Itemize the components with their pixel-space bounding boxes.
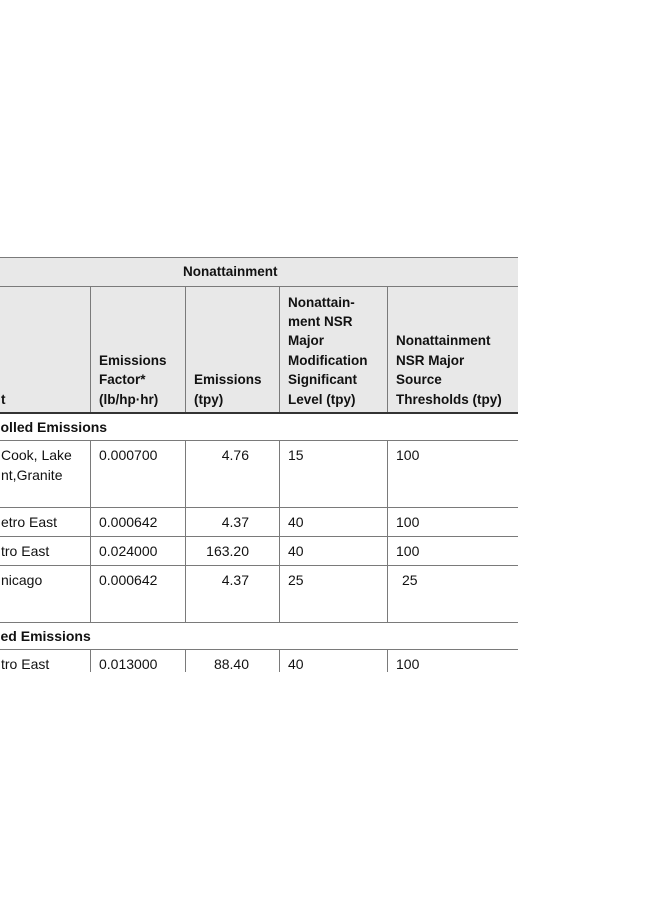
section-label: olled Emissions	[0, 413, 518, 441]
significant-cell: 15	[280, 441, 388, 508]
area-cell: nicago	[0, 566, 91, 623]
area-cell: Cook, Lake nt,Granite	[0, 441, 91, 508]
factor-cell: 0.000642	[91, 566, 186, 623]
factor-cell: 0.013000	[91, 650, 186, 673]
col-header-source-thresholds: Nonattainment NSR Major Source Thresholds (tpy)	[388, 287, 519, 414]
area-cell: etro East	[0, 508, 91, 537]
col-header-emissions: Emissions (tpy)	[186, 287, 280, 414]
emissions-cell: 88.40	[186, 650, 280, 673]
emissions-cell: 4.76	[186, 441, 280, 508]
col-header-area: t	[0, 287, 91, 414]
column-header-row	[0, 287, 518, 414]
area-cell: tro East	[0, 537, 91, 566]
significant-cell: 40	[280, 508, 388, 537]
threshold-cell: 25	[388, 566, 519, 623]
table-row	[0, 650, 518, 673]
table-row	[0, 566, 518, 623]
threshold-cell: 100	[388, 508, 519, 537]
col-header-significant-level: Nonattain- ment NSR Major Modification Significant Level (tpy)	[280, 287, 388, 414]
threshold-cell: 100	[388, 537, 519, 566]
emissions-cell: 163.20	[186, 537, 280, 566]
area-cell: tro East	[0, 650, 91, 673]
threshold-cell: 100	[388, 441, 519, 508]
factor-cell: 0.000642	[91, 508, 186, 537]
section-row	[0, 413, 518, 441]
section-label: ed Emissions	[0, 623, 518, 650]
significant-cell: 40	[280, 650, 388, 673]
table-viewport	[0, 257, 518, 672]
table-row	[0, 508, 518, 537]
factor-cell: 0.024000	[91, 537, 186, 566]
table-row	[0, 537, 518, 566]
table-row	[0, 441, 518, 508]
emissions-cell: 4.37	[186, 508, 280, 537]
significant-cell: 40	[280, 537, 388, 566]
emissions-cell: 4.37	[186, 566, 280, 623]
group-header: Nonattainment	[0, 258, 518, 287]
group-header-row	[0, 258, 518, 287]
significant-cell: 25	[280, 566, 388, 623]
section-row	[0, 623, 518, 650]
factor-cell: 0.000700	[91, 441, 186, 508]
emissions-table	[0, 257, 518, 672]
threshold-cell: 100	[388, 650, 519, 673]
col-header-emissions-factor: Emissions Factor* (lb/hp·hr)	[91, 287, 186, 414]
